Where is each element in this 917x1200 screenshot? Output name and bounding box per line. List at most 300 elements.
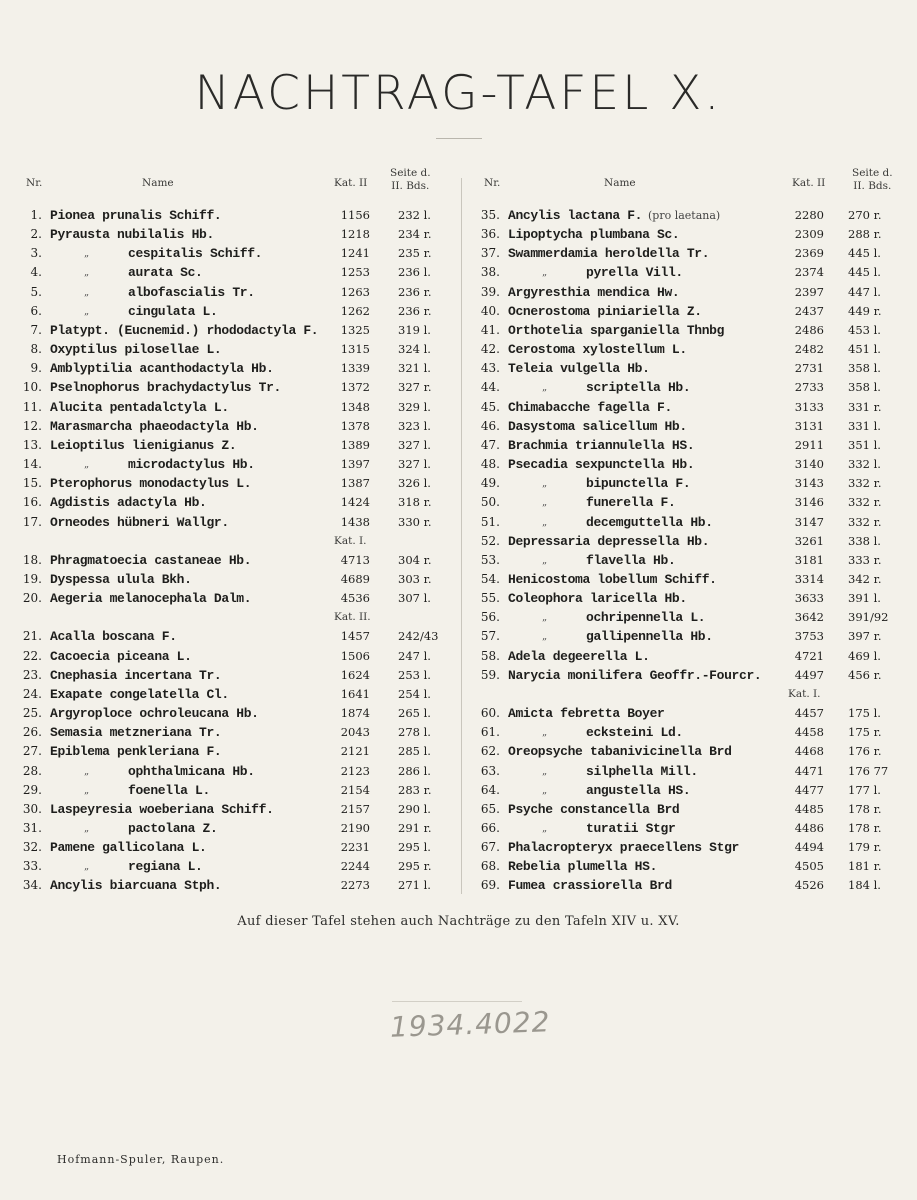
header-seite: Seite d. II. Bds. (390, 167, 431, 192)
entry-number: 11. (22, 399, 42, 414)
species-name: turatii Stgr (586, 821, 676, 836)
table-row (22, 474, 450, 493)
page-reference: 291 r. (398, 821, 432, 835)
species-name: Rebelia plumella HS. (508, 859, 658, 875)
species-name: bipunctella F. (586, 476, 691, 492)
entry-number: 51. (480, 514, 500, 529)
species-name: Laspeyresia woeberiana Schiff. (50, 801, 274, 817)
species-name: gallipennella Hb. (586, 629, 713, 645)
page-reference: 285 l. (398, 744, 431, 759)
page-reference: 447 l. (848, 284, 881, 299)
entry-number: 8. (30, 342, 42, 357)
species-name: Acalla boscana F. (50, 629, 177, 645)
catalog-number: 4471 (794, 763, 824, 778)
table-row (22, 876, 450, 895)
catalog-number: 1372 (340, 380, 370, 395)
species-name: Psecadia sexpunctella Hb. (508, 457, 695, 473)
page-reference: 235 r. (398, 246, 432, 261)
page-reference: 319 l. (398, 322, 431, 337)
publisher-credit: Hofmann-Spuler, Raupen. (57, 1153, 225, 1166)
species-name: Ancylis lactana F. (508, 208, 643, 223)
ditto-mark: „ (542, 631, 548, 643)
entry-number: 16. (22, 495, 42, 510)
entry-number: 55. (480, 591, 500, 606)
table-row (480, 532, 900, 551)
table-row (22, 742, 450, 761)
page-reference: 332 l. (848, 457, 881, 472)
entry-number: 42. (480, 342, 500, 357)
entry-number: 68. (480, 859, 500, 874)
entry-number: 43. (480, 361, 500, 376)
page-reference: 342 r. (848, 571, 882, 586)
name-annotation: (pro laetana) (648, 209, 721, 222)
species-name: Pterophorus monodactylus L. (50, 476, 252, 492)
species-name: foenella L. (128, 782, 210, 798)
table-row (480, 340, 900, 359)
catalog-number: 1315 (340, 342, 370, 357)
species-name: Pselnophorus brachydactylus Tr. (50, 380, 281, 396)
species-name: Adela degeerella L. (508, 648, 650, 664)
table-row (22, 398, 450, 417)
page-reference: 324 l. (398, 342, 431, 357)
entry-number: 47. (480, 437, 500, 452)
page-reference: 236 l. (398, 265, 431, 280)
table-row (480, 225, 900, 244)
table-row (22, 417, 450, 436)
table-row (480, 513, 900, 532)
page-reference: 179 r. (848, 840, 882, 855)
catalog-number: 4721 (794, 648, 824, 663)
species-name: Chimabacche fagella F. (508, 399, 672, 415)
catalog-number: 2121 (340, 744, 370, 759)
page-reference: 265 l. (398, 706, 431, 721)
table-row (22, 762, 450, 781)
entry-number: 57. (480, 629, 500, 644)
catalog-number: 3642 (794, 610, 824, 625)
ditto-mark: „ (542, 497, 548, 509)
entry-number: 32. (22, 840, 42, 855)
catalog-number: 3146 (794, 495, 824, 510)
catalog-number: 1641 (340, 686, 370, 701)
species-name: pyrella Vill. (586, 265, 683, 281)
ditto-mark: „ (84, 286, 90, 298)
header-nr: Nr. (484, 177, 501, 189)
table-row (22, 800, 450, 819)
catalog-number: 2154 (340, 782, 370, 797)
page-reference: 391/92 (848, 610, 889, 625)
ditto-mark: „ (84, 784, 90, 796)
page-reference: 469 l. (848, 648, 881, 663)
entry-number: 35. (480, 208, 500, 222)
table-row (22, 627, 450, 646)
page-reference: 332 r. (848, 514, 882, 529)
table-row (22, 838, 450, 857)
entry-number: 61. (480, 725, 500, 740)
page-reference: 303 r. (398, 571, 432, 586)
species-name: Narycia monilifera Geoffr.-Fourcr. (508, 667, 762, 683)
catalog-number: 1378 (340, 418, 370, 433)
page-reference: 295 l. (398, 840, 431, 855)
species-name: Argyroploce ochroleucana Hb. (50, 706, 259, 722)
ditto-mark: „ (542, 516, 548, 528)
right-table-header (480, 167, 900, 206)
left-table (22, 167, 450, 896)
page-reference: 247 l. (398, 648, 431, 663)
entry-number: 22. (22, 648, 42, 663)
entry-number: 19. (22, 571, 42, 586)
species-name: Dyspessa ulula Bkh. (50, 571, 192, 587)
entry-number: 44. (480, 380, 500, 395)
ditto-mark: „ (542, 267, 548, 279)
table-row (22, 704, 450, 723)
header-name: Name (142, 177, 174, 189)
entry-number: 54. (480, 571, 500, 586)
catalog-number: 1156 (340, 208, 370, 222)
page-reference: 295 r. (398, 859, 432, 874)
entry-number: 1. (30, 208, 42, 222)
species-name: Leioptilus lienigianus Z. (50, 437, 237, 453)
page-reference: 358 l. (848, 361, 881, 376)
entry-number: 37. (480, 246, 500, 261)
table-row (22, 570, 450, 589)
ditto-mark: „ (84, 459, 90, 471)
left-table-body (22, 206, 450, 896)
catalog-number: 3181 (794, 552, 824, 567)
catalog-number: 4505 (794, 859, 824, 874)
entry-number: 49. (480, 476, 500, 491)
entry-number: 13. (22, 437, 42, 452)
species-name: scriptella Hb. (586, 380, 691, 396)
species-name: Orneodes hübneri Wallgr. (50, 514, 229, 530)
table-row (480, 819, 900, 838)
catalog-number: 4486 (794, 821, 824, 835)
species-name: Semasia metzneriana Tr. (50, 725, 222, 741)
right-table-body (480, 206, 900, 896)
entry-number: 62. (480, 744, 500, 759)
entry-number: 21. (22, 629, 42, 644)
entry-number: 53. (480, 552, 500, 567)
catalog-number: 2733 (794, 380, 824, 395)
page-reference: 283 r. (398, 782, 432, 797)
species-name: Psyche constancella Brd (508, 801, 680, 817)
ditto-mark: „ (542, 784, 548, 796)
entry-number: 10. (22, 380, 42, 395)
table-row (22, 378, 450, 397)
species-name: Lipoptycha plumbana Sc. (508, 227, 680, 243)
catalog-number: 3140 (794, 457, 824, 472)
table-row (22, 685, 450, 704)
catalog-number: 3633 (794, 591, 824, 606)
species-name: ochripennella L. (586, 610, 706, 626)
entry-number: 58. (480, 648, 500, 663)
catalog-number: 4458 (794, 725, 824, 740)
species-name: microdactylus Hb. (128, 457, 255, 473)
table-row (480, 455, 900, 474)
table-row (480, 263, 900, 282)
catalog-number: 1348 (340, 399, 370, 414)
species-name: angustella HS. (586, 782, 691, 798)
species-name: Cerostoma xylostellum L. (508, 342, 687, 358)
catalog-number: 1253 (340, 265, 370, 280)
page-reference: 338 l. (848, 533, 881, 548)
table-row (480, 436, 900, 455)
catalog-label: Kat. I. (334, 534, 367, 547)
entry-number: 7. (30, 322, 42, 337)
page-reference: 330 r. (398, 514, 432, 529)
entry-number: 29. (22, 782, 42, 797)
catalog-number: 4526 (794, 878, 824, 893)
entry-number: 66. (480, 821, 500, 835)
page-reference: 278 l. (398, 725, 431, 740)
catalog-section-label (22, 532, 450, 551)
entry-number: 65. (480, 801, 500, 816)
catalog-number: 3133 (794, 399, 824, 414)
page-reference: 321 l. (398, 361, 431, 376)
entry-number: 64. (480, 782, 500, 797)
ditto-mark: „ (542, 612, 548, 624)
ditto-mark: „ (84, 861, 90, 873)
species-name: Oxyptilus pilosellae L. (50, 342, 222, 358)
page-title: NACHTRAG-TAFEL X. (194, 66, 723, 121)
entry-number: 36. (480, 227, 500, 242)
species-name: cingulata L. (128, 303, 218, 319)
catalog-number: 1506 (340, 648, 370, 663)
entry-number: 20. (22, 591, 42, 606)
catalog-number: 2273 (340, 878, 370, 893)
catalog-number: 3753 (794, 629, 824, 644)
table-row (22, 302, 450, 321)
catalog-number: 2374 (794, 265, 824, 280)
title-rule (436, 138, 482, 139)
page-reference: 175 l. (848, 706, 881, 721)
species-name: Amicta febretta Boyer (508, 706, 665, 722)
header-kat: Kat. II (792, 177, 826, 189)
table-row (480, 666, 900, 685)
catalog-number: 2244 (340, 859, 370, 874)
species-name: regiana L. (128, 859, 203, 875)
entry-number: 4. (30, 265, 42, 280)
catalog-number: 3261 (794, 533, 824, 548)
catalog-number: 1457 (340, 629, 370, 644)
entry-number: 38. (480, 265, 500, 280)
catalog-number: 1874 (340, 706, 370, 721)
entry-number: 12. (22, 418, 42, 433)
catalog-number: 1218 (340, 227, 370, 242)
page-reference: 456 r. (848, 667, 882, 682)
catalog-number: 4689 (340, 571, 370, 586)
table-row (22, 263, 450, 282)
table-row (22, 455, 450, 474)
table-row (480, 398, 900, 417)
catalog-label: Kat. I. (788, 687, 821, 700)
catalog-number: 1325 (340, 322, 370, 337)
catalog-number: 2190 (340, 821, 370, 835)
entry-number: 39. (480, 284, 500, 299)
table-row (22, 244, 450, 263)
entry-number: 24. (22, 686, 42, 701)
species-name: Oreopsyche tabanivicinella Brd (508, 744, 732, 760)
species-name: Coleophora laricella Hb. (508, 591, 687, 607)
table-row (480, 762, 900, 781)
species-name: Pamene gallicolana L. (50, 840, 207, 856)
species-name: Cacoecia piceana L. (50, 648, 192, 664)
entry-number: 34. (22, 878, 42, 893)
table-row (22, 340, 450, 359)
species-name: Exapate congelatella Cl. (50, 686, 229, 702)
entry-number: 69. (480, 878, 500, 893)
species-name: Orthotelia sparganiella Thnbg (508, 322, 725, 338)
catalog-number: 1241 (340, 246, 370, 261)
page-reference: 445 l. (848, 246, 881, 261)
page-reference: 453 l. (848, 322, 881, 337)
entry-number: 40. (480, 303, 500, 318)
species-name: silphella Mill. (586, 763, 698, 779)
species-name: albofascialis Tr. (128, 284, 255, 300)
species-name: Fumea crassiorella Brd (508, 878, 672, 894)
page-reference: 397 r. (848, 629, 882, 644)
table-row (480, 627, 900, 646)
species-name: ophthalmicana Hb. (128, 763, 255, 779)
table-row (480, 742, 900, 761)
header-name: Name (604, 177, 636, 189)
table-row (22, 225, 450, 244)
entry-number: 6. (30, 303, 42, 318)
catalog-number: 4536 (340, 591, 370, 606)
catalog-number: 2397 (794, 284, 824, 299)
page-reference: 358 l. (848, 380, 881, 395)
catalog-number: 1387 (340, 476, 370, 491)
entry-number: 50. (480, 495, 500, 510)
page-reference: 304 r. (398, 552, 432, 567)
table-row (480, 244, 900, 263)
entry-number: 28. (22, 763, 42, 778)
table-row (480, 474, 900, 493)
catalog-label: Kat. II. (334, 611, 371, 624)
catalog-number: 3314 (794, 571, 824, 586)
entry-number: 46. (480, 418, 500, 433)
entry-number: 30. (22, 801, 42, 816)
species-name: decemguttella Hb. (586, 514, 713, 530)
species-name: Brachmia triannulella HS. (508, 437, 695, 453)
entry-number: 45. (480, 399, 500, 414)
catalog-number: 1389 (340, 437, 370, 452)
page-reference: 254 l. (398, 686, 431, 701)
page-reference: 449 r. (848, 303, 882, 318)
entry-number: 52. (480, 533, 500, 548)
table-row (22, 206, 450, 225)
table-row (480, 493, 900, 512)
catalog-number: 2157 (340, 801, 370, 816)
entry-number: 27. (22, 744, 42, 759)
catalog-number: 4497 (794, 667, 824, 682)
ditto-mark: „ (84, 823, 90, 834)
catalog-section-label (480, 685, 900, 704)
entry-number: 17. (22, 514, 42, 529)
table-row (22, 513, 450, 532)
entry-number: 23. (22, 667, 42, 682)
page-reference: 178 r. (848, 821, 882, 835)
entry-number: 25. (22, 706, 42, 721)
table-row (22, 493, 450, 512)
page-reference: 271 l. (398, 878, 431, 893)
entry-number: 18. (22, 552, 42, 567)
entry-number: 56. (480, 610, 500, 625)
page-reference: 270 r. (848, 208, 882, 222)
catalog-number: 2486 (794, 322, 824, 337)
species-name: funerella F. (586, 495, 676, 511)
catalog-number: 4713 (340, 552, 370, 567)
page-reference: 333 r. (848, 552, 882, 567)
species-name: Alucita pentadalctyla L. (50, 399, 229, 415)
catalog-number: 1397 (340, 457, 370, 472)
page-reference: 175 r. (848, 725, 882, 740)
table-row (22, 857, 450, 876)
entry-number: 3. (30, 246, 42, 261)
header-nr: Nr. (26, 177, 43, 189)
table-row (480, 417, 900, 436)
species-name: Cnephasia incertana Tr. (50, 667, 222, 683)
page-reference: 290 l. (398, 801, 431, 816)
species-name: Aegeria melanocephala Dalm. (50, 591, 252, 607)
species-name: Amblyptilia acanthodactyla Hb. (50, 361, 274, 377)
table-row (22, 819, 450, 838)
species-name: Marasmarcha phaeodactyla Hb. (50, 418, 259, 434)
page-reference: 288 r. (848, 227, 882, 242)
table-row (22, 359, 450, 378)
table-row (22, 551, 450, 570)
species-name: Pyrausta nubilalis Hb. (50, 227, 214, 243)
page-reference: 445 l. (848, 265, 881, 280)
table-row (22, 781, 450, 800)
page-reference: 181 r. (848, 859, 882, 874)
page-reference: 234 r. (398, 227, 432, 242)
ditto-mark: „ (542, 478, 548, 490)
header-seite: Seite d. II. Bds. (852, 167, 893, 192)
table-row (22, 723, 450, 742)
left-table-header (22, 167, 450, 206)
species-name: flavella Hb. (586, 552, 676, 568)
table-row (480, 857, 900, 876)
page-reference: 178 r. (848, 801, 882, 816)
entry-number: 59. (480, 667, 500, 682)
catalog-number: 2123 (340, 763, 370, 778)
catalog-number: 2231 (340, 840, 370, 855)
table-row (22, 666, 450, 685)
species-name: Teleia vulgella Hb. (508, 361, 650, 377)
page-reference: 331 l. (848, 418, 881, 433)
page-reference: 318 r. (398, 495, 432, 510)
ditto-mark: „ (542, 382, 548, 394)
catalog-number: 2280 (794, 208, 824, 222)
ditto-mark: „ (84, 765, 90, 777)
table-row (480, 378, 900, 397)
catalog-number: 2731 (794, 361, 824, 376)
species-name: Dasystoma salicellum Hb. (508, 418, 687, 434)
table-row (480, 723, 900, 742)
catalog-number: 1424 (340, 495, 370, 510)
catalog-number: 3131 (794, 418, 824, 433)
catalog-stamp: 1934.4022 (389, 1005, 551, 1044)
species-name: Henicostoma lobellum Schiff. (508, 571, 717, 587)
table-row (480, 206, 900, 225)
catalog-number: 1624 (340, 667, 370, 682)
species-name: ecksteini Ld. (586, 725, 683, 741)
catalog-number: 1438 (340, 514, 370, 529)
page-reference: 286 l. (398, 763, 431, 778)
entry-number: 26. (22, 725, 42, 740)
table-row (480, 302, 900, 321)
catalog-section-label (22, 608, 450, 627)
